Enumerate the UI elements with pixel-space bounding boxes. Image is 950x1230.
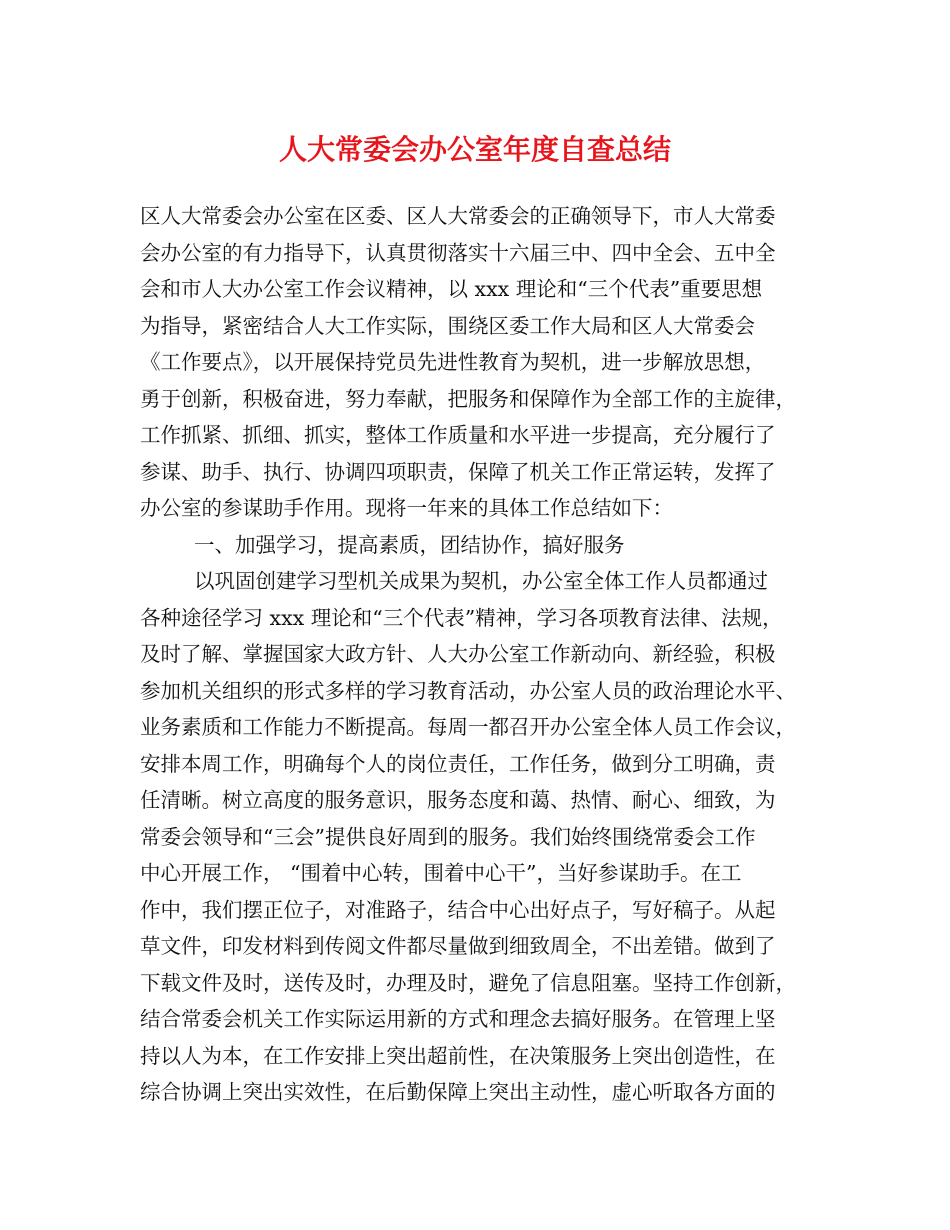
text-line: 参加机关组织的形式多样的学习教育活动，办公室人员的政治理论水平、 (140, 678, 796, 703)
text-line: 为指导，紧密结合人大工作实际，围绕区委工作大局和区人大常委会 (140, 313, 755, 338)
text-line: 参谋、助手、执行、协调四项职责，保障了机关工作正常运转，发挥了 (140, 459, 776, 484)
text-line: 会和市人大办公室工作会议精神，以 xxx 理论和“三个代表”重要思想 (140, 277, 763, 301)
text-line: 以巩固创建学习型机关成果为契机，办公室全体工作人员都通过 (194, 569, 768, 593)
paragraph-intro (140, 198, 820, 527)
document-body (140, 198, 820, 1111)
text-line: 安排本周工作，明确每个人的岗位责任，工作任务，做到分工明确，责 (140, 751, 776, 776)
text-line: 下载文件及时，送传及时，办理及时，避免了信息阻塞。坚持工作创新， (140, 970, 796, 995)
text-line: 及时了解、掌握国家大政方针、人大办公室工作新动向、新经验，积极 (140, 642, 776, 666)
text-line: 作中，我们摆正位子，对准路子，结合中心出好点子，写好稿子。从起 (140, 897, 776, 922)
section-heading: 一、加强学习，提高素质，团结协作，搞好服务 (194, 532, 625, 557)
text-line: 办公室的参谋助手作用。现将一年来的具体工作总结如下： (140, 496, 673, 520)
text-line: 常委会领导和“三会”提供良好周到的服务。我们始终围绕常委会工作 (140, 824, 756, 849)
text-line: 会办公室的有力指导下，认真贯彻落实十六届三中、四中全会、五中全 (140, 240, 776, 265)
text-line: 工作抓紧、抓细、抓实，整体工作质量和水平进一步提高，充分履行了 (140, 423, 776, 447)
text-line: 中心开展工作， “围着中心转，围着中心干”，当好参谋助手。在工 (140, 861, 742, 885)
paragraph-section1 (140, 563, 820, 1111)
text-line: 勇于创新，积极奋进，努力奉献，把服务和保障作为全部工作的主旋律， (140, 386, 796, 411)
text-line: 业务素质和工作能力不断提高。每周一都召开办公室全体人员工作会议， (140, 715, 796, 739)
text-line: 《工作要点》，以开展保持党员先进性教育为契机，进一步解放思想， (140, 350, 766, 374)
text-line: 各种途径学习 xxx 理论和“三个代表”精神，学习各项教育法律、法规， (140, 605, 783, 630)
text-line: 区人大常委会办公室在区委、区人大常委会的正确领导下，市人大常委 (140, 204, 776, 228)
text-line: 任清晰。树立高度的服务意识，服务态度和蔼、热情、耐心、细致，为 (140, 788, 776, 812)
text-line: 草文件，印发材料到传阅文件都尽量做到细致周全，不出差错。做到了 (140, 934, 776, 958)
text-line: 持以人为本，在工作安排上突出超前性，在决策服务上突出创造性，在 (140, 1043, 776, 1068)
text-line: 结合常委会机关工作实际运用新的方式和理念去搞好服务。在管理上坚 (140, 1007, 776, 1031)
text-line: 综合协调上突出实效性，在后勤保障上突出主动性，虚心听取各方面的 (140, 1080, 776, 1104)
document-title: 人大常委会办公室年度自查总结 (278, 133, 671, 166)
